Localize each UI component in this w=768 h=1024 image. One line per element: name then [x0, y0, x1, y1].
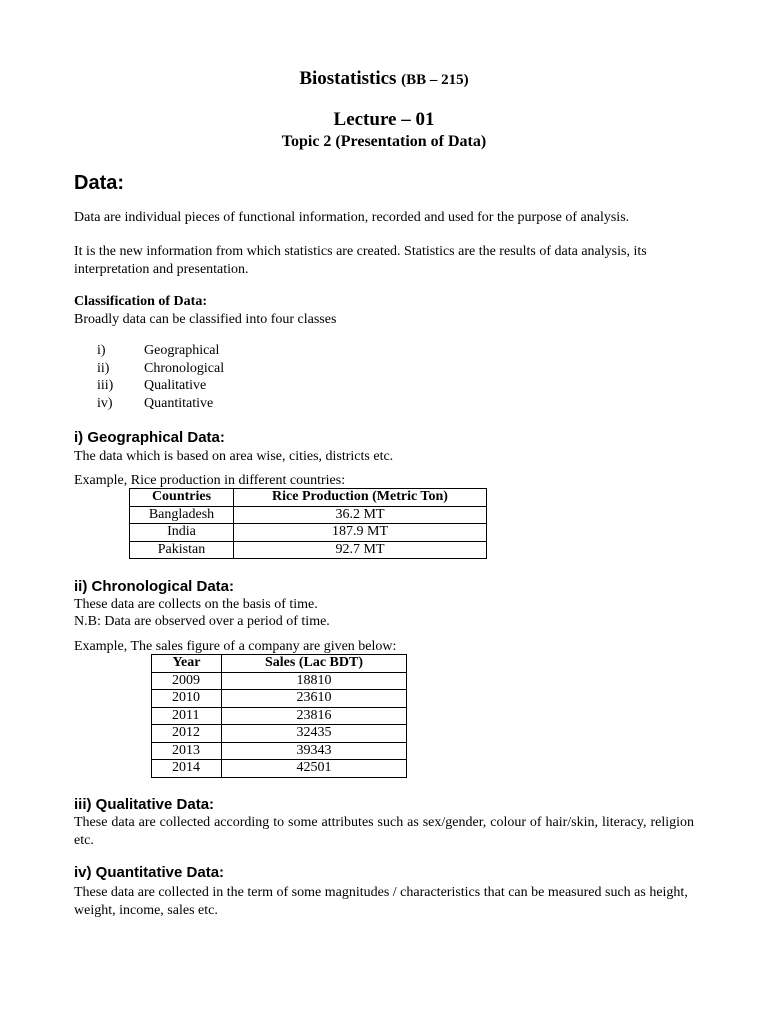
table-cell: 2011 — [152, 707, 222, 725]
classification-heading: Classification of Data: — [74, 294, 207, 309]
data-statistics-text: It is the new information from which statistics are created. Statistics are the results of data analysis, its interpretation and presentation. — [74, 244, 647, 277]
topic-title: Topic 2 (Presentation of Data) — [281, 133, 487, 150]
column-header: Rice Production (Metric Ton) — [234, 489, 487, 507]
table-cell: 187.9 MT — [234, 524, 487, 542]
table-cell: 23610 — [222, 690, 407, 708]
table-cell: 92.7 MT — [234, 541, 487, 559]
geographical-example: Example, Rice production in different countries: — [74, 473, 346, 488]
data-heading: Data: — [74, 172, 125, 194]
quantitative-desc: These data are collected in the term of some magnitudes / characteristics that can be measured such as height, weight, income, sales etc. — [74, 885, 688, 918]
table-cell: 2009 — [152, 672, 222, 690]
chronological-heading: ii) Chronological Data: — [74, 578, 235, 595]
qualitative-heading: iii) Qualitative Data: — [74, 796, 215, 813]
course-name: Biostatistics — [299, 68, 397, 89]
chronological-desc: These data are collects on the basis of time. — [74, 597, 318, 612]
table-row — [152, 690, 407, 708]
table-cell: Pakistan — [130, 541, 234, 559]
table-row — [152, 760, 407, 778]
course-title — [0, 68, 768, 90]
table-header-row — [130, 489, 487, 507]
table-header-row — [152, 655, 407, 673]
column-header: Countries — [130, 489, 234, 507]
table-cell: 2012 — [152, 725, 222, 743]
table-cell: 23816 — [222, 707, 407, 725]
table-cell: India — [130, 524, 234, 542]
table-cell: 2014 — [152, 760, 222, 778]
list-item: iii) Qualitative — [97, 378, 207, 393]
sales-table — [151, 654, 407, 778]
table-cell: 2010 — [152, 690, 222, 708]
course-code: (BB – 215) — [401, 72, 469, 88]
qualitative-desc: These data are collected according to some attributes such as sex/gender, colour of hair/skin, literacy, religion etc. — [74, 815, 694, 848]
quantitative-heading: iv) Quantitative Data: — [74, 864, 225, 881]
table-cell: 36.2 MT — [234, 506, 487, 524]
table-row — [130, 524, 487, 542]
data-definition: Data are individual pieces of functional information, recorded and used for the purpose of analysis. — [74, 210, 630, 225]
list-item: iv) Quantitative — [97, 395, 214, 411]
column-header: Year — [152, 655, 222, 673]
table-row — [152, 707, 407, 725]
table-row — [130, 506, 487, 524]
classification-intro: Broadly data can be classified into four classes — [74, 312, 337, 327]
table-cell: 39343 — [222, 742, 407, 760]
rice-production-table — [129, 488, 487, 559]
table-row — [152, 672, 407, 690]
chronological-note: N.B: Data are observed over a period of time. — [74, 614, 330, 629]
lecture-title: Lecture – 01 — [333, 109, 435, 130]
chronological-example: Example, The sales figure of a company are given below: — [74, 639, 397, 654]
classification-list — [97, 343, 224, 413]
table-cell: 42501 — [222, 760, 407, 778]
table-cell: 18810 — [222, 672, 407, 690]
list-item: ii) Chronological — [97, 360, 225, 376]
table-row — [130, 541, 487, 559]
table-cell: 32435 — [222, 725, 407, 743]
table-cell: Bangladesh — [130, 506, 234, 524]
geographical-heading: i) Geographical Data: — [74, 429, 225, 446]
table-cell: 2013 — [152, 742, 222, 760]
column-header: Sales (Lac BDT) — [222, 655, 407, 673]
geographical-desc: The data which is based on area wise, cities, districts etc. — [74, 449, 394, 464]
table-row — [152, 725, 407, 743]
list-item: i) Geographical — [97, 343, 220, 358]
table-row — [152, 742, 407, 760]
